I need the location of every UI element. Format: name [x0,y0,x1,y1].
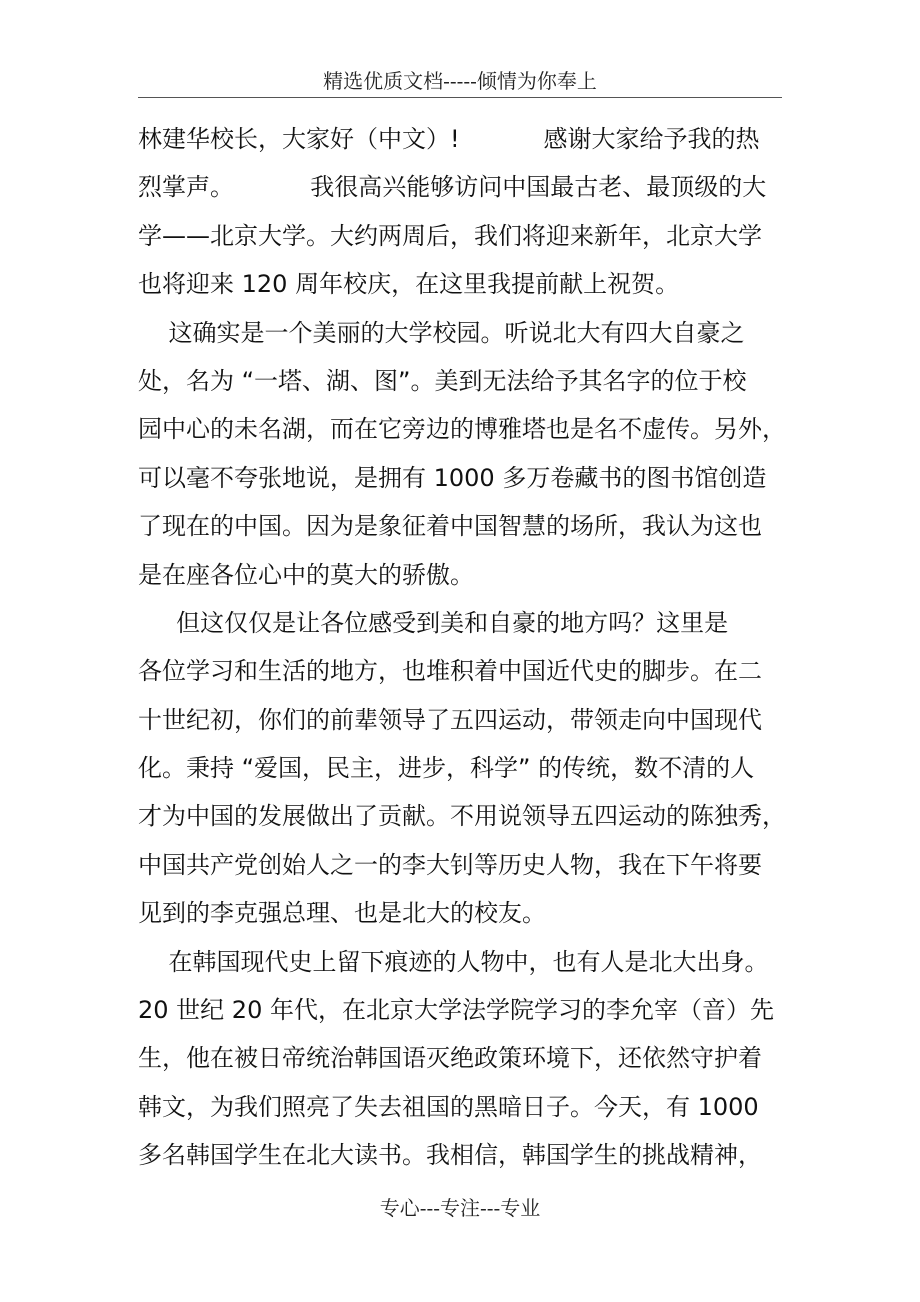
text-line: 园中心的未名湖，而在它旁边的博雅塔也是名不虚传。另外， [138,415,786,444]
text-line: 中国共产党创始人之一的李大钊等历史人物，我在下午将要 [138,850,762,879]
page-footer: 专心---专注---专业 [379,1196,541,1220]
text-line: 林建华校长，大家好（中文）! 感谢大家给予我的热 [138,125,760,153]
text-line: 处，名为 “一塔、湖、图”。美到无法给予其名字的位于校 [138,366,747,395]
text-line: 20 世纪 20 年代，在北京大学法学院学习的李允宰（音）先 [138,996,774,1025]
text-line: 见到的李克强总理、也是北大的校友。 [138,899,546,928]
text-line: 是在座各位心中的莫大的骄傲。 [138,560,474,589]
text-line: 各位学习和生活的地方，也堆积着中国近代史的脚步。在二 [138,657,762,686]
text-line: 也将迎来 120 周年校庆，在这里我提前献上祝贺。 [138,270,680,299]
header-divider [138,97,782,98]
text-line: 烈掌声。 我很高兴能够访问中国最古老、最顶级的大 [138,173,767,202]
text-line: 韩文，为我们照亮了失去祖国的黑暗日子。今天，有 1000 [138,1092,759,1121]
text-line: 可以毫不夸张地说，是拥有 1000 多万卷藏书的图书馆创造 [138,463,767,492]
page-header: 精选优质文档-----倾情为你奉上 [323,69,597,93]
text-line: 化。秉持 “爱国，民主，进步，科学” 的传统，数不清的人 [138,754,755,783]
text-line: 才为中国的发展做出了贡献。不用说领导五四运动的陈独秀， [138,802,786,831]
text-line: 多名韩国学生在北大读书。我相信，韩国学生的挑战精神， [138,1141,762,1170]
text-line: 这确实是一个美丽的大学校园。听说北大有四大自豪之 [138,318,745,347]
document-body [138,115,786,1180]
text-line: 十世纪初，你们的前辈领导了五四运动，带领走向中国现代 [138,705,762,734]
text-line: 学——北京大学。大约两周后，我们将迎来新年，北京大学 [138,221,762,250]
text-line: 了现在的中国。因为是象征着中国智慧的场所，我认为这也 [138,512,762,541]
text-line: 在韩国现代史上留下痕迹的人物中，也有人是北大出身。 [138,947,769,976]
text-line: 生，他在被日帝统治韩国语灭绝政策环境下，还依然守护着 [138,1044,762,1073]
text-line: 但这仅仅是让各位感受到美和自豪的地方吗？这里是 [138,608,729,637]
